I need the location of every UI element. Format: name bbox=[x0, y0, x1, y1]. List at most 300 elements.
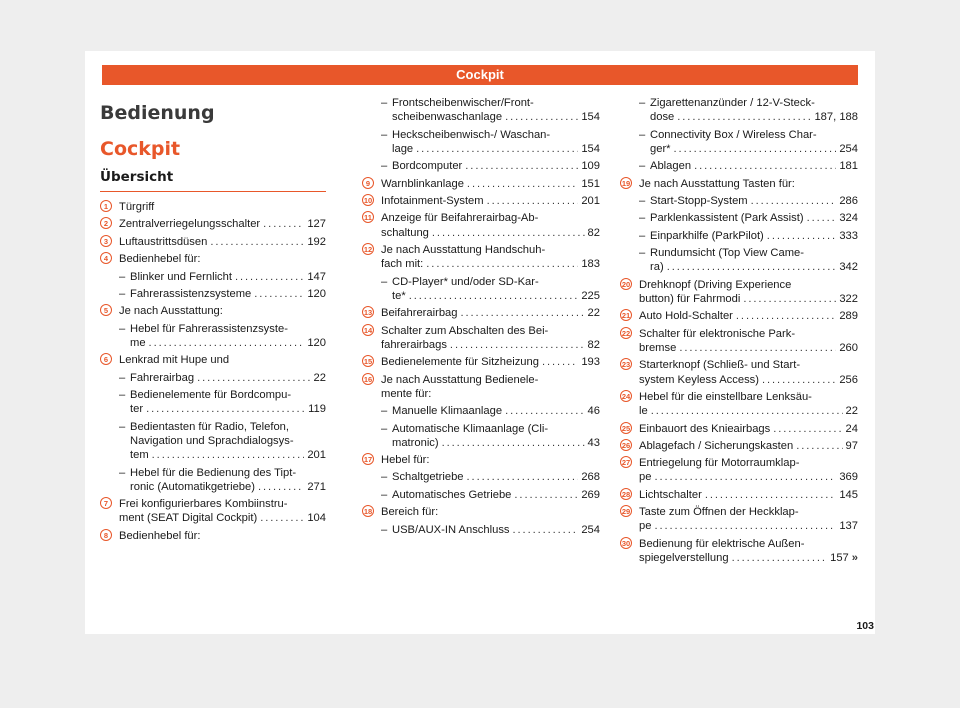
dot-leader bbox=[426, 257, 578, 271]
legend-item bbox=[362, 373, 600, 401]
legend-item bbox=[620, 177, 858, 191]
legend-item bbox=[620, 422, 858, 436]
column-1 bbox=[100, 96, 326, 546]
entry-line bbox=[639, 341, 858, 355]
entry-text: scheibenwaschanlage bbox=[392, 111, 503, 124]
dash-bullet: – bbox=[119, 371, 126, 384]
callout-number: 25 bbox=[621, 423, 631, 433]
entry-text: Taste zum Öffnen der Heckklap- bbox=[639, 506, 799, 519]
page-ref: 137 bbox=[839, 520, 858, 533]
page-ref: 46 bbox=[587, 405, 600, 418]
legend-item bbox=[362, 211, 600, 239]
entry-line bbox=[639, 177, 858, 191]
page-ref: 183 bbox=[581, 258, 600, 271]
entry-text: ment (SEAT Digital Cockpit) bbox=[119, 512, 258, 525]
entry-line bbox=[130, 336, 326, 350]
chapter-banner: Cockpit bbox=[102, 65, 858, 85]
page-ref: 22 bbox=[845, 405, 858, 418]
dot-leader bbox=[461, 306, 585, 320]
entry-line bbox=[392, 422, 600, 436]
page-ref: 187, 188 bbox=[814, 111, 858, 124]
entry-text: Parklenkassistent (Park Assist) bbox=[650, 212, 804, 225]
callout-number: 17 bbox=[363, 455, 373, 465]
dash-bullet: – bbox=[119, 270, 126, 283]
entry-line bbox=[381, 355, 600, 369]
legend-item bbox=[100, 353, 326, 367]
entry-line bbox=[392, 404, 600, 418]
entry-text: Bordcomputer bbox=[392, 160, 463, 173]
entry-line bbox=[639, 373, 858, 387]
legend-subitem bbox=[100, 270, 326, 284]
callout-number: 3 bbox=[100, 235, 112, 247]
entry-text: Frontscheibenwischer/Front- bbox=[392, 97, 534, 109]
page-ref: 181 bbox=[839, 160, 858, 173]
entry-line bbox=[650, 194, 858, 208]
legend-subitem bbox=[362, 470, 600, 484]
main-heading: Bedienung bbox=[100, 102, 215, 124]
dot-leader bbox=[152, 448, 305, 462]
callout-number: 1 bbox=[100, 200, 112, 212]
entry-line bbox=[381, 324, 600, 338]
page-ref: 22 bbox=[313, 371, 326, 384]
entry-line bbox=[381, 243, 600, 257]
entry-line bbox=[639, 505, 858, 519]
page-ref: 254 bbox=[581, 523, 600, 536]
legend-item bbox=[100, 252, 326, 266]
legend-subitem bbox=[362, 275, 600, 303]
entry-text: Hebel für: bbox=[381, 454, 430, 467]
dot-leader bbox=[210, 235, 304, 249]
entry-line bbox=[639, 309, 858, 323]
entry-line bbox=[392, 159, 600, 173]
legend-item bbox=[362, 306, 600, 320]
legend-subitem bbox=[620, 96, 858, 124]
page-number: 103 bbox=[856, 620, 874, 632]
entry-text: Automatische Klimaanlage (Cli- bbox=[392, 422, 549, 435]
entry-line bbox=[639, 519, 858, 533]
dot-leader bbox=[732, 551, 828, 565]
dash-bullet: – bbox=[639, 194, 646, 207]
dot-leader bbox=[651, 404, 843, 418]
dot-leader bbox=[513, 523, 579, 537]
legend-subitem bbox=[362, 96, 600, 124]
page-ref: 333 bbox=[839, 229, 858, 242]
entry-line bbox=[639, 404, 858, 418]
callout-number: 6 bbox=[100, 353, 112, 365]
legend-subitem bbox=[100, 388, 326, 416]
dot-leader bbox=[146, 402, 305, 416]
entry-text: Blinker und Fernlicht bbox=[130, 270, 232, 283]
entry-line bbox=[639, 456, 858, 470]
entry-text: mente für: bbox=[381, 387, 432, 400]
callout-number: 9 bbox=[362, 177, 374, 189]
entry-text: ter bbox=[130, 403, 144, 416]
page-ref: 119 bbox=[308, 403, 326, 416]
dot-leader bbox=[705, 488, 837, 502]
dot-leader bbox=[416, 142, 578, 156]
page-ref: 104 bbox=[307, 512, 326, 525]
dot-leader bbox=[679, 341, 836, 355]
entry-text: Einbauort des Knieairbags bbox=[639, 422, 771, 435]
dash-bullet: – bbox=[381, 488, 388, 501]
legend-item bbox=[620, 456, 858, 484]
entry-text: Manuelle Klimaanlage bbox=[392, 405, 503, 418]
entry-line bbox=[392, 142, 600, 156]
entry-text: Je nach Ausstattung Handschuh- bbox=[381, 243, 546, 256]
dot-leader bbox=[514, 488, 578, 502]
entry-text: Hebel für die Bedienung des Tipt- bbox=[130, 466, 297, 479]
legend-item bbox=[362, 355, 600, 369]
page-ref: 157 » bbox=[830, 552, 858, 565]
entry-text: dose bbox=[650, 111, 675, 124]
entry-line bbox=[639, 551, 858, 565]
entry-line bbox=[392, 523, 600, 537]
legend-item bbox=[620, 537, 858, 565]
dash-bullet: – bbox=[639, 229, 646, 242]
page-ref: 322 bbox=[839, 292, 858, 305]
dash-bullet: – bbox=[381, 523, 388, 536]
entry-line bbox=[381, 505, 600, 519]
legend-subitem bbox=[100, 466, 326, 494]
legend-item bbox=[362, 177, 600, 191]
legend-item bbox=[620, 488, 858, 502]
entry-text: Warnblinkanlage bbox=[381, 177, 464, 190]
entry-text: Lenkrad mit Hupe und bbox=[119, 354, 230, 367]
legend-subitem bbox=[100, 322, 326, 350]
entry-text: fahrerairbags bbox=[381, 338, 447, 351]
dot-leader bbox=[467, 177, 578, 191]
page-ref: 145 bbox=[839, 488, 858, 501]
page-ref: 369 bbox=[839, 471, 858, 484]
legend-item bbox=[362, 194, 600, 208]
dot-leader bbox=[807, 211, 837, 225]
entry-text: bremse bbox=[639, 341, 677, 354]
entry-line bbox=[392, 275, 600, 289]
entry-text: ger* bbox=[650, 142, 671, 155]
entry-line bbox=[381, 177, 600, 191]
legend-item bbox=[620, 505, 858, 533]
entry-line bbox=[130, 402, 326, 416]
legend-subitem bbox=[362, 404, 600, 418]
entry-line bbox=[130, 287, 326, 301]
entry-text: Infotainment-System bbox=[381, 194, 484, 207]
entry-line bbox=[130, 371, 326, 385]
entry-line bbox=[392, 488, 600, 502]
entry-line bbox=[639, 327, 858, 341]
page-ref: 286 bbox=[839, 194, 858, 207]
entry-text: CD-Player* und/oder SD-Kar- bbox=[392, 275, 539, 288]
dot-leader bbox=[432, 226, 585, 240]
entry-text: Bedienhebel für: bbox=[119, 529, 201, 542]
entry-text: Bedienelemente für Bordcompu- bbox=[130, 389, 292, 402]
entry-line bbox=[392, 436, 600, 450]
entry-text: Je nach Ausstattung Bedienele- bbox=[381, 373, 539, 386]
dash-bullet: – bbox=[639, 128, 646, 141]
dash-bullet: – bbox=[639, 160, 646, 173]
entry-line bbox=[381, 211, 600, 225]
callout-number: 4 bbox=[100, 252, 112, 264]
entry-line bbox=[639, 470, 858, 484]
callout-number: 8 bbox=[100, 529, 112, 541]
entry-line bbox=[650, 96, 858, 110]
legend-subitem bbox=[100, 287, 326, 301]
legend-subitem bbox=[620, 128, 858, 156]
dot-leader bbox=[736, 309, 836, 323]
entry-line bbox=[392, 110, 600, 124]
entry-line bbox=[130, 420, 326, 434]
callout-number: 5 bbox=[100, 304, 112, 316]
legend-item bbox=[362, 453, 600, 467]
entry-line bbox=[650, 211, 858, 225]
entry-text: Fahrerairbag bbox=[130, 371, 195, 384]
entry-text: ronic (Automatikgetriebe) bbox=[130, 480, 255, 493]
legend-subitem bbox=[620, 229, 858, 243]
dash-bullet: – bbox=[381, 128, 388, 141]
entry-text: USB/AUX-IN Anschluss bbox=[392, 523, 510, 536]
entry-line bbox=[119, 235, 326, 249]
entry-text: ra) bbox=[650, 261, 664, 274]
entry-line bbox=[639, 439, 858, 453]
legend-item bbox=[362, 505, 600, 519]
entry-text: te* bbox=[392, 289, 406, 302]
entry-text: Beifahrerairbag bbox=[381, 307, 458, 320]
dot-leader bbox=[773, 422, 842, 436]
page-ref: 289 bbox=[839, 310, 858, 323]
page-ref: 192 bbox=[307, 235, 326, 248]
entry-text: system Keyless Access) bbox=[639, 373, 759, 386]
legend-item bbox=[362, 324, 600, 352]
page-ref: 268 bbox=[581, 471, 600, 484]
entry-text: Hebel für Fahrerassistenzsyste- bbox=[130, 322, 288, 335]
entry-line bbox=[639, 390, 858, 404]
callout-number: 19 bbox=[621, 178, 631, 188]
dot-leader bbox=[149, 336, 305, 350]
entry-line bbox=[119, 497, 326, 511]
dot-leader bbox=[260, 511, 304, 525]
entry-text: le bbox=[639, 405, 648, 418]
entry-line bbox=[650, 110, 858, 124]
entry-text: Bereich für: bbox=[381, 506, 439, 519]
legend-list-3 bbox=[620, 96, 858, 565]
entry-text: Bedienung für elektrische Außen- bbox=[639, 537, 805, 550]
legend-subitem bbox=[362, 523, 600, 537]
entry-text: Start-Stopp-System bbox=[650, 194, 748, 207]
entry-text: button) für Fahrmodi bbox=[639, 292, 741, 305]
entry-text: Ablagen bbox=[650, 160, 692, 173]
entry-line bbox=[639, 278, 858, 292]
entry-text: tem bbox=[130, 449, 149, 462]
legend-list-1 bbox=[100, 200, 326, 543]
callout-number: 7 bbox=[100, 497, 112, 509]
entry-line bbox=[119, 252, 326, 266]
column-3 bbox=[620, 96, 858, 568]
entry-line bbox=[650, 159, 858, 173]
page-ref: 147 bbox=[307, 270, 326, 283]
dot-leader bbox=[796, 439, 842, 453]
entry-line bbox=[130, 480, 326, 494]
dot-leader bbox=[442, 436, 585, 450]
entry-line bbox=[392, 96, 600, 110]
legend-item bbox=[100, 497, 326, 525]
entry-line bbox=[392, 289, 600, 303]
page-ref: 154 bbox=[581, 111, 600, 124]
entry-text: Einparkhilfe (ParkPilot) bbox=[650, 229, 764, 242]
entry-text: Frei konfigurierbares Kombiinstru- bbox=[119, 498, 288, 511]
page-ref: 82 bbox=[587, 338, 600, 351]
entry-line bbox=[119, 304, 326, 318]
callout-number: 30 bbox=[621, 538, 631, 548]
dash-bullet: – bbox=[119, 322, 126, 335]
callout-number: 29 bbox=[621, 507, 631, 517]
dash-bullet: – bbox=[639, 247, 646, 260]
entry-text: Heckscheibenwisch-/ Waschan- bbox=[392, 128, 551, 141]
legend-subitem bbox=[362, 128, 600, 156]
entry-line bbox=[650, 128, 858, 142]
dot-leader bbox=[677, 110, 811, 124]
entry-line bbox=[119, 217, 326, 231]
dot-leader bbox=[465, 159, 578, 173]
page-ref: 151 bbox=[581, 177, 600, 190]
dot-leader bbox=[487, 194, 579, 208]
entry-text: Drehknopf (Driving Experience bbox=[639, 278, 792, 291]
entry-line bbox=[639, 422, 858, 436]
legend-item bbox=[100, 304, 326, 318]
dot-leader bbox=[767, 229, 837, 243]
dash-bullet: – bbox=[119, 466, 126, 479]
callout-number: 11 bbox=[362, 211, 374, 223]
entry-text: Starterknopf (Schließ- und Start- bbox=[639, 359, 801, 372]
entry-line bbox=[119, 200, 326, 214]
column-2 bbox=[362, 96, 600, 540]
entry-line bbox=[381, 194, 600, 208]
dot-leader bbox=[694, 159, 836, 173]
entry-line bbox=[381, 338, 600, 352]
entry-line bbox=[119, 511, 326, 525]
entry-text: Je nach Ausstattung: bbox=[119, 305, 223, 318]
legend-item bbox=[100, 529, 326, 543]
dot-leader bbox=[751, 194, 837, 208]
dash-bullet: – bbox=[639, 212, 646, 225]
legend-subitem bbox=[100, 371, 326, 385]
callout-number: 16 bbox=[363, 374, 373, 384]
entry-text: lage bbox=[392, 142, 414, 155]
page-ref: 43 bbox=[587, 436, 600, 449]
continue-arrow-icon: » bbox=[851, 552, 858, 565]
page-ref: 154 bbox=[581, 142, 600, 155]
dot-leader bbox=[667, 260, 837, 274]
dot-leader bbox=[235, 270, 304, 284]
entry-text: schaltung bbox=[381, 226, 429, 239]
entry-line bbox=[639, 292, 858, 306]
page-ref: 254 bbox=[839, 142, 858, 155]
page-ref: 82 bbox=[587, 226, 600, 239]
entry-text: Anzeige für Beifahrerairbag-Ab- bbox=[381, 212, 539, 225]
dash-bullet: – bbox=[381, 97, 388, 109]
legend-item bbox=[620, 327, 858, 355]
entry-line bbox=[381, 373, 600, 387]
entry-text: Hebel für die einstellbare Lenksäu- bbox=[639, 390, 812, 403]
legend-item bbox=[620, 358, 858, 386]
dash-bullet: – bbox=[381, 405, 388, 418]
dot-leader bbox=[467, 470, 579, 484]
entry-line bbox=[130, 388, 326, 402]
callout-number: 18 bbox=[363, 507, 373, 517]
legend-subitem bbox=[620, 211, 858, 225]
page-ref: 260 bbox=[839, 341, 858, 354]
dash-bullet: – bbox=[381, 160, 388, 173]
legend-subitem bbox=[362, 159, 600, 173]
entry-text: Schalter für elektronische Park- bbox=[639, 327, 796, 340]
dot-leader bbox=[197, 371, 310, 385]
legend-list-2 bbox=[362, 96, 600, 537]
page-ref: 256 bbox=[839, 373, 858, 386]
dot-leader bbox=[542, 355, 578, 369]
entry-text: Schaltgetriebe bbox=[392, 471, 464, 484]
dash-bullet: – bbox=[381, 422, 388, 435]
entry-text: Auto Hold-Schalter bbox=[639, 310, 733, 323]
entry-line bbox=[381, 387, 600, 401]
subsection-heading: Übersicht bbox=[100, 168, 326, 192]
entry-text: fach mit: bbox=[381, 258, 424, 271]
legend-item bbox=[620, 278, 858, 306]
page-ref: 97 bbox=[845, 439, 858, 452]
entry-line bbox=[130, 448, 326, 462]
entry-text: Türgriff bbox=[119, 201, 155, 213]
entry-line bbox=[650, 142, 858, 156]
entry-line bbox=[381, 453, 600, 467]
dash-bullet: – bbox=[119, 287, 126, 300]
entry-text: Entriegelung für Motorraumklap- bbox=[639, 457, 800, 470]
entry-text: Lichtschalter bbox=[639, 488, 702, 501]
callout-number: 23 bbox=[621, 360, 631, 370]
callout-number: 22 bbox=[621, 328, 631, 338]
callout-number: 27 bbox=[621, 458, 631, 468]
callout-number: 26 bbox=[621, 440, 631, 450]
legend-subitem bbox=[620, 194, 858, 208]
entry-text: Schalter zum Abschalten des Bei- bbox=[381, 324, 549, 337]
entry-text: Je nach Ausstattung Tasten für: bbox=[639, 177, 795, 190]
entry-line bbox=[650, 246, 858, 260]
entry-line bbox=[650, 229, 858, 243]
entry-line bbox=[392, 128, 600, 142]
page-ref: 225 bbox=[581, 289, 600, 302]
entry-line bbox=[130, 434, 326, 448]
page-ref: 120 bbox=[307, 336, 326, 349]
legend-item bbox=[620, 439, 858, 453]
legend-item bbox=[362, 243, 600, 271]
entry-text: Bedienelemente für Sitzheizung bbox=[381, 356, 539, 369]
callout-number: 2 bbox=[100, 217, 112, 229]
dash-bullet: – bbox=[381, 471, 388, 484]
callout-number: 21 bbox=[621, 311, 631, 321]
dot-leader bbox=[654, 519, 836, 533]
entry-line bbox=[639, 358, 858, 372]
entry-text: spiegelverstellung bbox=[639, 552, 729, 565]
callout-number: 20 bbox=[621, 279, 631, 289]
legend-item bbox=[620, 309, 858, 323]
page-ref: 201 bbox=[581, 194, 600, 207]
section-heading: Cockpit bbox=[100, 138, 181, 160]
entry-line bbox=[650, 260, 858, 274]
page-ref: 127 bbox=[307, 218, 326, 231]
page-ref: 342 bbox=[839, 261, 858, 274]
dot-leader bbox=[674, 142, 837, 156]
entry-text: me bbox=[130, 336, 146, 349]
entry-line bbox=[130, 322, 326, 336]
legend-item bbox=[100, 235, 326, 249]
dash-bullet: – bbox=[119, 389, 126, 402]
callout-number: 13 bbox=[363, 308, 373, 318]
